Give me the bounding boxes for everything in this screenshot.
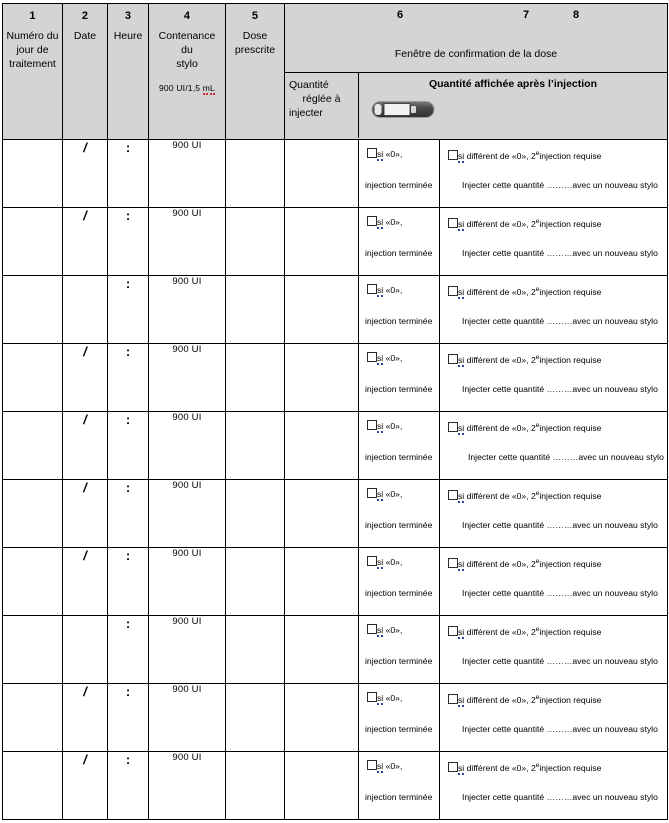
zero-confirm-line1-10 [367, 760, 402, 772]
pen-capacity-text: 900 UI [172, 412, 202, 423]
nonzero-confirm-line1-10 [448, 760, 601, 774]
nonzero-confirm-line2-8: Injecter cette quantité ………avec un nouveau stylo [462, 656, 658, 666]
cell-date-1[interactable]: / [63, 140, 108, 208]
table-row [3, 684, 668, 752]
nonzero-confirm-line2-2: Injecter cette quantité ………avec un nouveau stylo [462, 248, 658, 258]
table-row [3, 752, 668, 820]
cell-zero-confirm-1 [359, 140, 440, 207]
nonzero-confirm-rest-pre-3: différent de «0», 2 [464, 286, 536, 297]
checkbox-seconde-injection-8[interactable] [448, 626, 458, 636]
cell-time-3[interactable]: : [108, 276, 149, 344]
table-row [3, 208, 668, 276]
cell-pen-capacity-2 [149, 208, 226, 276]
nonzero-confirm-line2-6: Injecter cette quantité ………avec un nouveau stylo [462, 520, 658, 530]
nonzero-confirm-line2-3: Injecter cette quantité ………avec un nouveau stylo [462, 316, 658, 326]
table-header-row [3, 4, 668, 140]
nonzero-confirm-ordinal-10: e [535, 762, 540, 769]
nonzero-confirm-ordinal-9: e [535, 694, 540, 701]
zero-confirm-rest-10: «0», [383, 761, 403, 771]
checkbox-seconde-injection-2[interactable] [448, 218, 458, 228]
cell-day-number-3[interactable] [3, 276, 63, 344]
cell-prescribed-dose-10[interactable] [226, 752, 285, 820]
nonzero-confirm-si-4: si [458, 354, 465, 365]
nonzero-confirm-line1-9 [448, 692, 601, 706]
cell-pen-capacity-10 [149, 752, 226, 820]
cell-time-2[interactable]: : [108, 208, 149, 276]
cell-prescribed-dose-3[interactable] [226, 276, 285, 344]
pen-capacity-text: 900 UI [172, 208, 202, 219]
nonzero-confirm-si-9: si [458, 694, 465, 705]
cell-nonzero-confirm-5 [440, 412, 667, 479]
zero-confirm-line2-7: injection terminée [365, 588, 433, 598]
nonzero-confirm-ordinal-4: e [535, 354, 540, 361]
nonzero-confirm-ordinal-8: e [535, 626, 540, 633]
checkbox-injection-terminee-8[interactable] [367, 624, 377, 634]
cell-zero-confirm-2 [359, 208, 440, 275]
nonzero-confirm-rest-pre-7: différent de «0», 2 [464, 558, 536, 569]
pen-capacity-text: 900 UI [172, 140, 202, 151]
nonzero-confirm-line1-4 [448, 352, 601, 366]
cell-set-quantity-10[interactable] [285, 752, 359, 819]
cell-day-number-8[interactable] [3, 616, 63, 684]
cell-time-5[interactable]: : [108, 412, 149, 480]
zero-confirm-line1-4 [367, 352, 402, 364]
header-number-7: 7 [523, 9, 530, 21]
zero-confirm-si-4: si [377, 353, 384, 363]
nonzero-confirm-ordinal-7: e [535, 558, 540, 565]
injection-log-sheet [0, 3, 669, 823]
nonzero-confirm-rest-pre-8: différent de «0», 2 [464, 626, 536, 637]
zero-confirm-line1-2 [367, 216, 402, 228]
zero-confirm-rest-2: «0», [383, 217, 403, 227]
cell-pen-capacity-7 [149, 548, 226, 616]
table-row [3, 344, 668, 412]
nonzero-confirm-si-7: si [458, 558, 465, 569]
cell-pen-capacity-3 [149, 276, 226, 344]
cell-prescribed-dose-5[interactable] [226, 412, 285, 480]
cell-zero-confirm-5 [359, 412, 440, 479]
header-title-5: Dose prescrite [234, 30, 276, 56]
nonzero-confirm-rest-post-5: injection requise [539, 422, 602, 433]
zero-confirm-line1-8 [367, 624, 402, 636]
zero-confirm-line1-3 [367, 284, 402, 296]
nonzero-confirm-line2-5: Injecter cette quantité ………avec un nouveau stylo [468, 452, 664, 462]
cell-date-6[interactable]: / [63, 480, 108, 548]
nonzero-confirm-si-10: si [458, 762, 465, 773]
dose-window-pen-icon [371, 100, 435, 119]
cell-date-9[interactable]: / [63, 684, 108, 752]
cell-date-4[interactable]: / [63, 344, 108, 412]
nonzero-confirm-rest-post-1: injection requise [539, 150, 602, 161]
nonzero-confirm-rest-post-4: injection requise [539, 354, 602, 365]
cell-nonzero-confirm-3 [440, 276, 667, 343]
nonzero-confirm-rest-post-10: injection requise [539, 762, 602, 773]
header-col-5 [226, 4, 285, 140]
zero-confirm-si-10: si [377, 761, 384, 771]
cell-day-number-7[interactable] [3, 548, 63, 616]
zero-confirm-line2-1: injection terminée [365, 180, 433, 190]
cell-nonzero-confirm-2 [440, 208, 667, 275]
pen-capacity-text: 900 UI [172, 276, 202, 287]
nonzero-confirm-rest-post-2: injection requise [539, 218, 602, 229]
header-title-4 [149, 23, 225, 71]
cell-confirmation-window-1 [285, 140, 668, 208]
cell-set-quantity-3[interactable] [285, 276, 359, 343]
cell-confirmation-window-8 [285, 616, 668, 684]
header-set-quantity-line1: Quantité [289, 79, 329, 91]
checkbox-seconde-injection-3[interactable] [448, 286, 458, 296]
cell-time-4[interactable]: : [108, 344, 149, 412]
header-number-4: 4 [183, 10, 191, 22]
cell-confirmation-window-3 [285, 276, 668, 344]
zero-confirm-line2-3: injection terminée [365, 316, 433, 326]
checkbox-seconde-injection-4[interactable] [448, 354, 458, 364]
zero-confirm-line2-6: injection terminée [365, 520, 433, 530]
zero-confirm-rest-3: «0», [383, 285, 403, 295]
header-number-8: 8 [573, 9, 580, 21]
header-pen-capacity-unit: mL [202, 83, 215, 93]
nonzero-confirm-rest-post-9: injection requise [539, 694, 602, 705]
cell-prescribed-dose-6[interactable] [226, 480, 285, 548]
cell-pen-capacity-5 [149, 412, 226, 480]
zero-confirm-rest-6: «0», [383, 489, 403, 499]
cell-day-number-1[interactable] [3, 140, 63, 208]
zero-confirm-rest-5: «0», [383, 421, 403, 431]
cell-time-10[interactable]: : [108, 752, 149, 820]
cell-day-number-9[interactable] [3, 684, 63, 752]
header-displayed-quantity-label: Quantité affichée après l’injection [428, 78, 598, 90]
cell-zero-confirm-3 [359, 276, 440, 343]
table-row [3, 548, 668, 616]
cell-date-8[interactable] [63, 616, 108, 684]
checkbox-injection-terminee-5[interactable] [367, 420, 377, 430]
pen-capacity-text: 900 UI [172, 548, 202, 559]
header-number-2: 2 [81, 10, 89, 22]
table-body [3, 140, 668, 820]
cell-time-7[interactable]: : [108, 548, 149, 616]
header-col-1 [3, 4, 63, 140]
nonzero-confirm-line2-7: Injecter cette quantité ………avec un nouveau stylo [462, 588, 658, 598]
nonzero-confirm-rest-pre-2: différent de «0», 2 [464, 218, 536, 229]
nonzero-confirm-line1-5 [448, 420, 601, 434]
header-title-4-line2: stylo [176, 58, 198, 70]
header-title-3: Heure [113, 30, 143, 42]
table-row [3, 616, 668, 684]
table-row [3, 480, 668, 548]
cell-confirmation-window-9 [285, 684, 668, 752]
nonzero-confirm-ordinal-5: e [535, 422, 540, 429]
cell-prescribed-dose-7[interactable] [226, 548, 285, 616]
checkbox-seconde-injection-5[interactable] [448, 422, 458, 432]
header-title-1-line1: Numéro du [6, 30, 59, 42]
nonzero-confirm-si-8: si [458, 626, 465, 637]
header-group-title: Fenêtre de confirmation de la dose [394, 48, 558, 60]
cell-set-quantity-7[interactable] [285, 548, 359, 615]
pen-capacity-text: 900 UI [172, 480, 202, 491]
nonzero-confirm-si-6: si [458, 490, 465, 501]
nonzero-confirm-rest-post-7: injection requise [539, 558, 602, 569]
header-number-5: 5 [251, 10, 259, 22]
zero-confirm-line1-1 [367, 148, 402, 160]
pen-capacity-text: 900 UI [172, 616, 202, 627]
cell-nonzero-confirm-8 [440, 616, 667, 683]
cell-set-quantity-6[interactable] [285, 480, 359, 547]
zero-confirm-si-2: si [377, 217, 384, 227]
zero-confirm-line2-8: injection terminée [365, 656, 433, 666]
cell-confirmation-window-4 [285, 344, 668, 412]
checkbox-injection-terminee-2[interactable] [367, 216, 377, 226]
checkbox-injection-terminee-7[interactable] [367, 556, 377, 566]
zero-confirm-line1-6 [367, 488, 402, 500]
cell-set-quantity-5[interactable] [285, 412, 359, 479]
nonzero-confirm-line2-9: Injecter cette quantité ………avec un nouveau stylo [462, 724, 658, 734]
zero-confirm-si-9: si [377, 693, 384, 703]
cell-day-number-4[interactable] [3, 344, 63, 412]
pen-capacity-text: 900 UI [172, 684, 202, 695]
cell-prescribed-dose-8[interactable] [226, 616, 285, 684]
nonzero-confirm-line2-10: Injecter cette quantité ………avec un nouveau stylo [462, 792, 658, 802]
cell-pen-capacity-6 [149, 480, 226, 548]
nonzero-confirm-si-1: si [458, 150, 465, 161]
table-row [3, 412, 668, 480]
header-number-3: 3 [124, 10, 132, 22]
checkbox-seconde-injection-10[interactable] [448, 762, 458, 772]
injection-log-table [2, 3, 668, 820]
cell-set-quantity-1[interactable] [285, 140, 359, 207]
table-row [3, 140, 668, 208]
nonzero-confirm-line1-1 [448, 148, 601, 162]
cell-confirmation-window-5 [285, 412, 668, 480]
cell-set-quantity-9[interactable] [285, 684, 359, 751]
cell-confirmation-window-7 [285, 548, 668, 616]
cell-day-number-6[interactable] [3, 480, 63, 548]
zero-confirm-rest-9: «0», [383, 693, 403, 703]
checkbox-injection-terminee-6[interactable] [367, 488, 377, 498]
cell-nonzero-confirm-7 [440, 548, 667, 615]
cell-pen-capacity-9 [149, 684, 226, 752]
nonzero-confirm-line1-3 [448, 284, 601, 298]
checkbox-injection-terminee-3[interactable] [367, 284, 377, 294]
cell-set-quantity-2[interactable] [285, 208, 359, 275]
nonzero-confirm-rest-pre-5: différent de «0», 2 [464, 422, 536, 433]
zero-confirm-si-8: si [377, 625, 384, 635]
cell-pen-capacity-1 [149, 140, 226, 208]
cell-confirmation-window-6 [285, 480, 668, 548]
nonzero-confirm-rest-pre-1: différent de «0», 2 [464, 150, 536, 161]
cell-time-8[interactable]: : [108, 616, 149, 684]
nonzero-confirm-rest-post-3: injection requise [539, 286, 602, 297]
nonzero-confirm-line2-1: Injecter cette quantité ………avec un nouveau stylo [462, 180, 658, 190]
nonzero-confirm-rest-post-8: injection requise [539, 626, 602, 637]
checkbox-injection-terminee-1[interactable] [367, 148, 377, 158]
zero-confirm-line2-5: injection terminée [365, 452, 433, 462]
cell-date-3[interactable] [63, 276, 108, 344]
checkbox-seconde-injection-7[interactable] [448, 558, 458, 568]
cell-date-10[interactable]: / [63, 752, 108, 820]
nonzero-confirm-ordinal-3: e [535, 286, 540, 293]
checkbox-seconde-injection-1[interactable] [448, 150, 458, 160]
cell-time-9[interactable]: : [108, 684, 149, 752]
header-pen-capacity [149, 71, 225, 94]
cell-nonzero-confirm-9 [440, 684, 667, 751]
header-set-quantity-label [285, 73, 359, 138]
checkbox-injection-terminee-10[interactable] [367, 760, 377, 770]
checkbox-injection-terminee-9[interactable] [367, 692, 377, 702]
zero-confirm-rest-8: «0», [383, 625, 403, 635]
header-number-1: 1 [29, 10, 36, 22]
zero-confirm-line1-7 [367, 556, 402, 568]
cell-set-quantity-8[interactable] [285, 616, 359, 683]
zero-confirm-si-6: si [377, 489, 384, 499]
header-subrow [285, 73, 667, 138]
cell-time-1[interactable]: : [108, 140, 149, 208]
pen-capacity-text: 900 UI [172, 344, 202, 355]
cell-zero-confirm-6 [359, 480, 440, 547]
zero-confirm-line2-9: injection terminée [365, 724, 433, 734]
cell-date-2[interactable]: / [63, 208, 108, 276]
nonzero-confirm-si-2: si [458, 218, 465, 229]
zero-confirm-line1-9 [367, 692, 402, 704]
cell-pen-capacity-8 [149, 616, 226, 684]
cell-nonzero-confirm-6 [440, 480, 667, 547]
cell-day-number-10[interactable] [3, 752, 63, 820]
header-col-2 [63, 4, 108, 140]
cell-date-7[interactable]: / [63, 548, 108, 616]
cell-zero-confirm-4 [359, 344, 440, 411]
header-number-6: 6 [397, 9, 404, 21]
cell-prescribed-dose-1[interactable] [226, 140, 285, 208]
header-col-4 [149, 4, 226, 140]
pen-capacity-text: 900 UI [172, 752, 202, 763]
zero-confirm-line2-10: injection terminée [365, 792, 433, 802]
checkbox-seconde-injection-9[interactable] [448, 694, 458, 704]
nonzero-confirm-ordinal-1: e [535, 150, 540, 157]
zero-confirm-si-7: si [377, 557, 384, 567]
zero-confirm-si-1: si [377, 149, 384, 159]
nonzero-confirm-line1-6 [448, 488, 601, 502]
nonzero-confirm-rest-post-6: injection requise [539, 490, 602, 501]
cell-confirmation-window-10 [285, 752, 668, 820]
zero-confirm-si-3: si [377, 285, 384, 295]
header-set-quantity-line2: réglée à [302, 93, 341, 105]
header-title-4-line1: Contenance du [158, 30, 216, 56]
cell-prescribed-dose-4[interactable] [226, 344, 285, 412]
nonzero-confirm-line1-2 [448, 216, 601, 230]
cell-set-quantity-4[interactable] [285, 344, 359, 411]
cell-zero-confirm-9 [359, 684, 440, 751]
header-col-6-8-group [285, 4, 668, 140]
cell-nonzero-confirm-10 [440, 752, 667, 819]
nonzero-confirm-line1-7 [448, 556, 601, 570]
cell-confirmation-window-2 [285, 208, 668, 276]
header-group-top [285, 4, 667, 73]
cell-date-5[interactable]: / [63, 412, 108, 480]
cell-day-number-2[interactable] [3, 208, 63, 276]
nonzero-confirm-ordinal-2: e [535, 218, 540, 225]
cell-zero-confirm-10 [359, 752, 440, 819]
nonzero-confirm-rest-pre-9: différent de «0», 2 [464, 694, 536, 705]
header-group-numbers [285, 4, 667, 32]
zero-confirm-line1-5 [367, 420, 402, 432]
zero-confirm-line2-2: injection terminée [365, 248, 433, 258]
header-set-quantity-line3: injecter [289, 107, 323, 119]
nonzero-confirm-rest-pre-10: différent de «0», 2 [464, 762, 536, 773]
cell-pen-capacity-4 [149, 344, 226, 412]
checkbox-seconde-injection-6[interactable] [448, 490, 458, 500]
zero-confirm-si-5: si [377, 421, 384, 431]
cell-zero-confirm-8 [359, 616, 440, 683]
header-pen-capacity-value: 900 UI/1,5 [158, 83, 203, 93]
header-title-2: Date [73, 30, 97, 42]
cell-prescribed-dose-2[interactable] [226, 208, 285, 276]
nonzero-confirm-ordinal-6: e [535, 490, 540, 497]
nonzero-confirm-line1-8 [448, 624, 601, 638]
header-title-1-line2: jour de [16, 44, 49, 56]
checkbox-injection-terminee-4[interactable] [367, 352, 377, 362]
header-title-1 [3, 23, 62, 71]
nonzero-confirm-rest-pre-6: différent de «0», 2 [464, 490, 536, 501]
zero-confirm-rest-4: «0», [383, 353, 403, 363]
nonzero-confirm-si-5: si [458, 422, 465, 433]
header-title-1-line3: traitement [9, 58, 56, 70]
cell-nonzero-confirm-4 [440, 344, 667, 411]
cell-day-number-5[interactable] [3, 412, 63, 480]
zero-confirm-rest-7: «0», [383, 557, 403, 567]
header-col-3 [108, 4, 149, 140]
nonzero-confirm-line2-4: Injecter cette quantité ………avec un nouveau stylo [462, 384, 658, 394]
cell-nonzero-confirm-1 [440, 140, 667, 207]
table-row [3, 276, 668, 344]
header-displayed-quantity [359, 73, 667, 138]
cell-zero-confirm-7 [359, 548, 440, 615]
cell-time-6[interactable]: : [108, 480, 149, 548]
cell-prescribed-dose-9[interactable] [226, 684, 285, 752]
zero-confirm-line2-4: injection terminée [365, 384, 433, 394]
nonzero-confirm-si-3: si [458, 286, 465, 297]
nonzero-confirm-rest-pre-4: différent de «0», 2 [464, 354, 536, 365]
zero-confirm-rest-1: «0», [383, 149, 403, 159]
